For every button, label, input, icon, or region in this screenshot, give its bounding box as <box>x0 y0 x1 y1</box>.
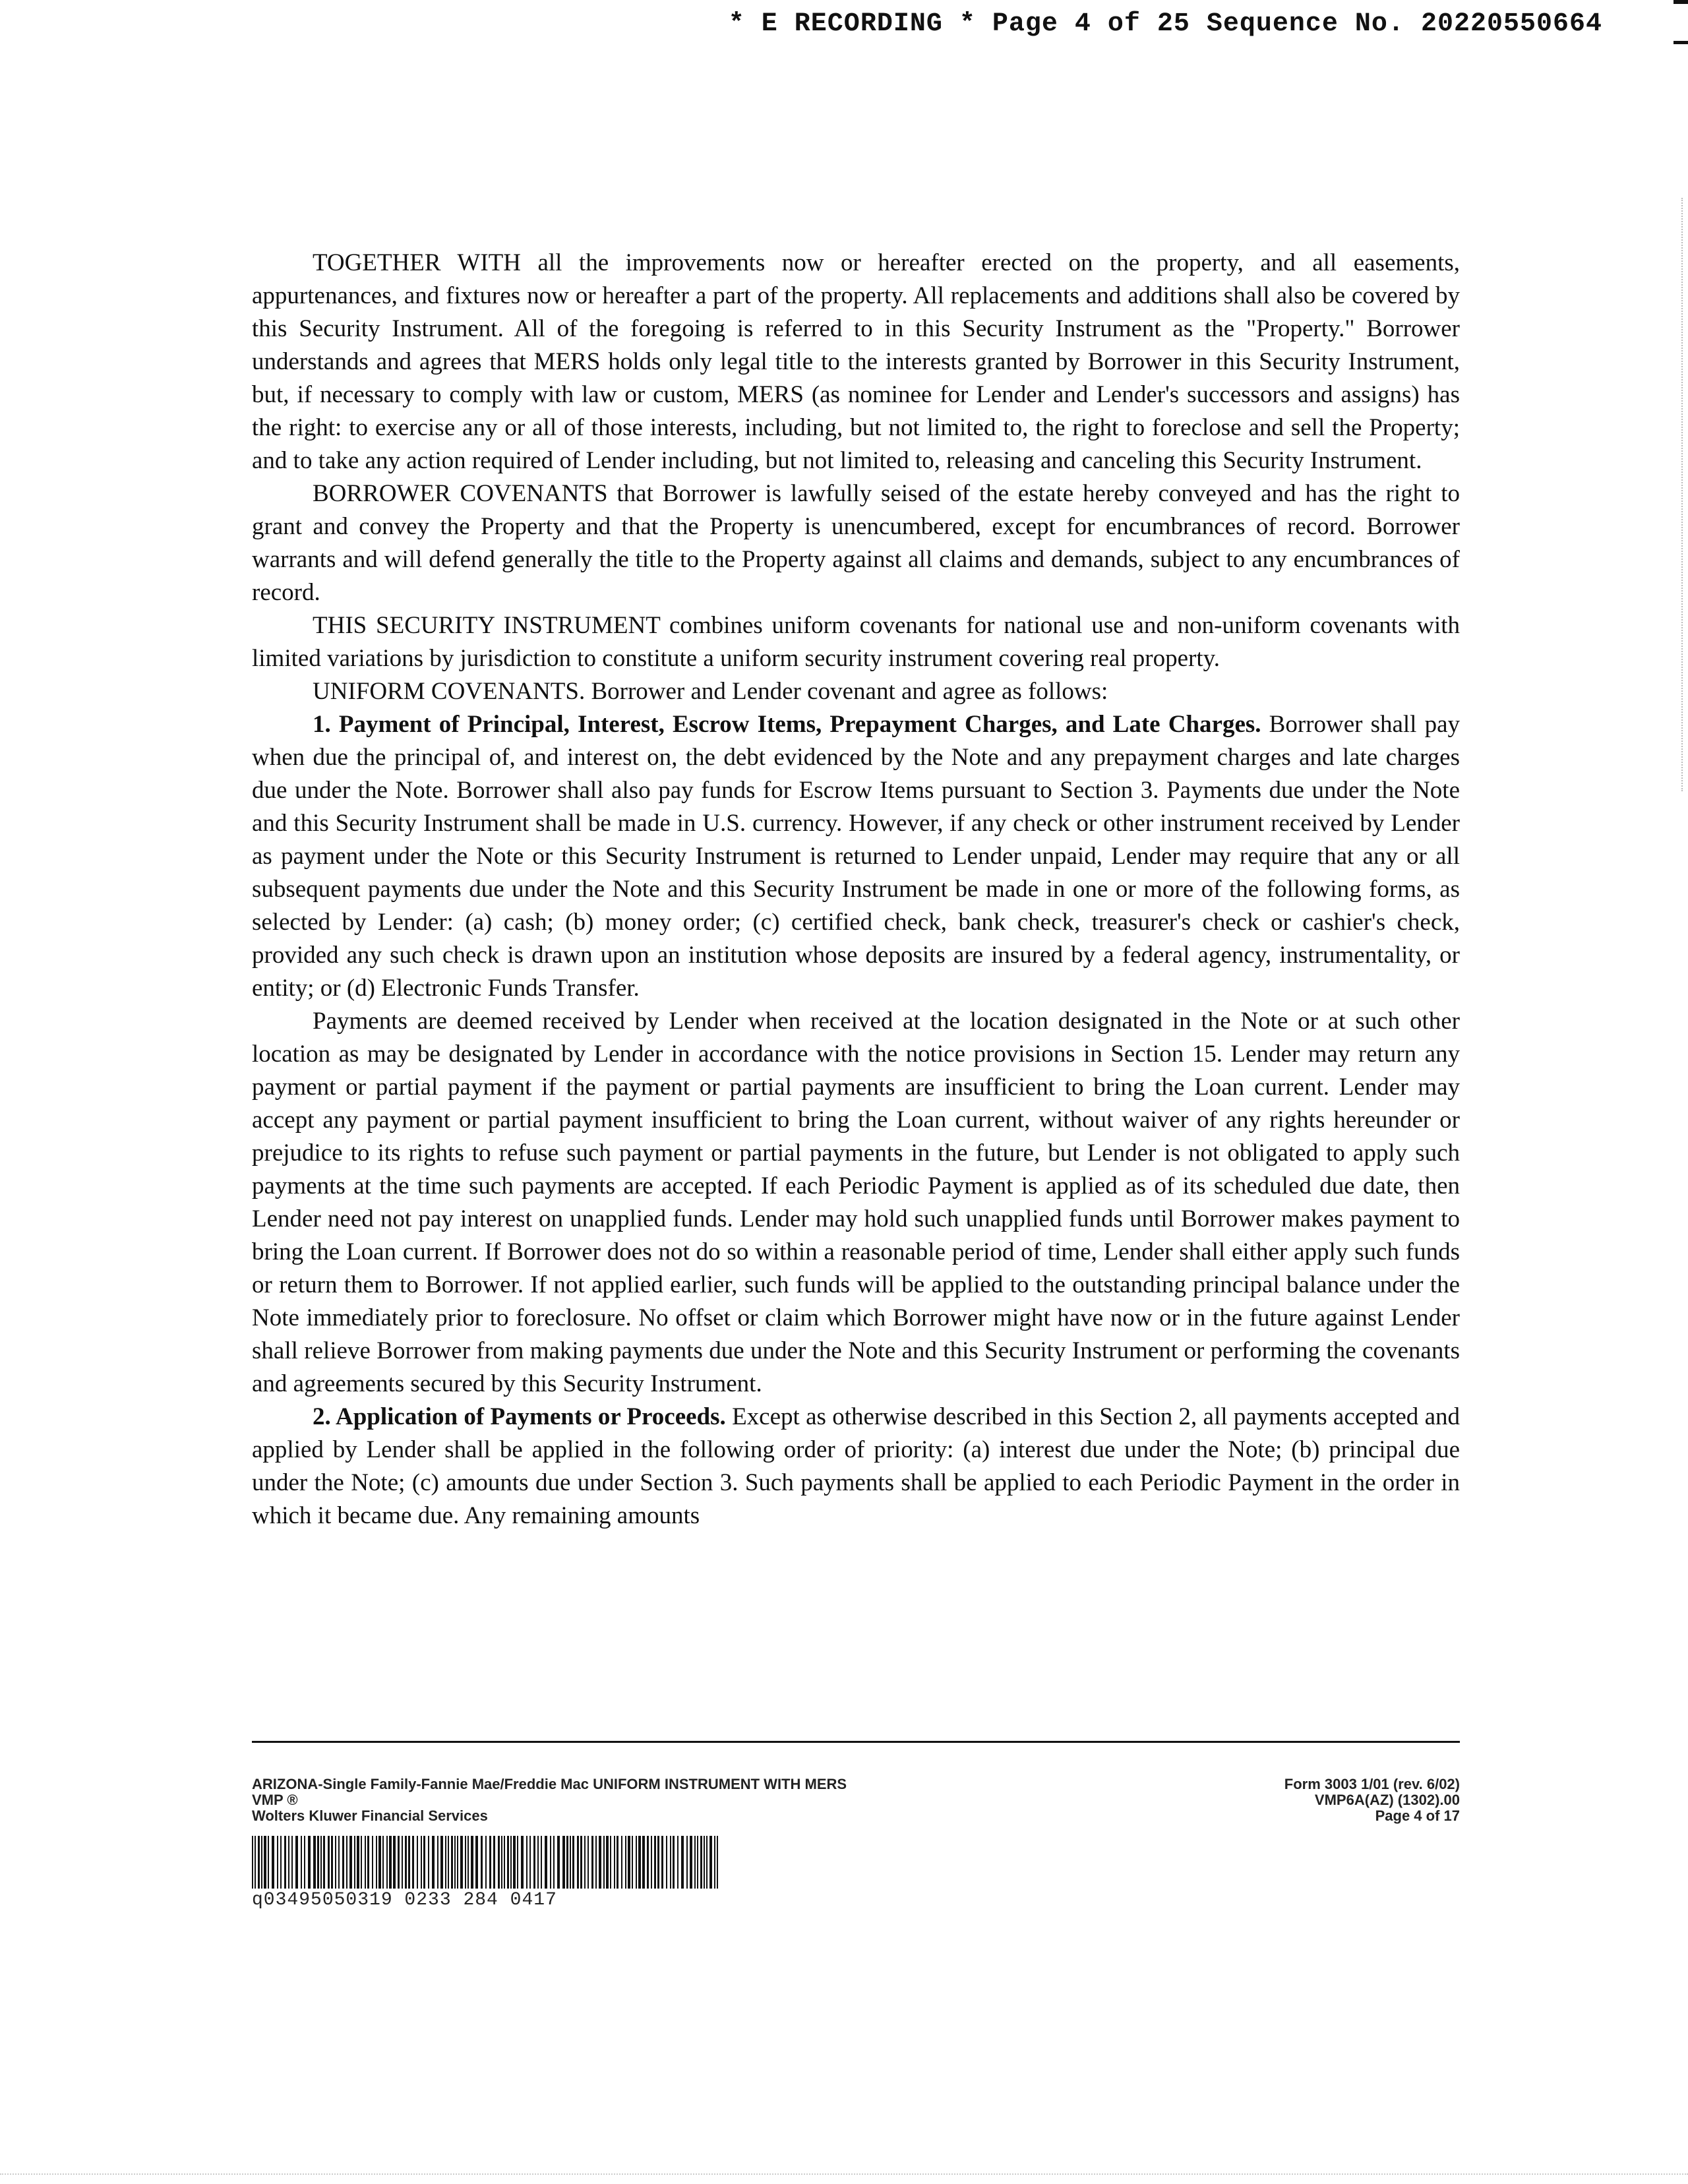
footer-divider <box>252 1741 1460 1743</box>
barcode-bar <box>304 1836 305 1889</box>
barcode-bar <box>428 1836 429 1889</box>
barcode-bar <box>465 1836 466 1889</box>
barcode-bar <box>386 1836 388 1889</box>
barcode-bar <box>489 1836 491 1889</box>
barcode-bar <box>357 1836 359 1889</box>
section-2-application <box>252 1401 1460 1532</box>
page-edge-mark <box>1673 41 1688 44</box>
barcode-bar <box>599 1836 601 1889</box>
barcode-bar <box>481 1836 483 1889</box>
barcode-bar <box>670 1836 671 1889</box>
barcode-bar <box>706 1836 708 1889</box>
barcode-bar <box>440 1836 443 1889</box>
barcode-bar <box>258 1836 260 1889</box>
section-1-heading: 1. Payment of Principal, Interest, Escrow Items, Prepayment Charges, and Late Charges. <box>313 711 1261 738</box>
paragraph-uniform-covenants: UNIFORM COVENANTS. Borrower and Lender covenant and agree as follows: <box>313 678 1108 705</box>
document-body <box>252 247 1460 1532</box>
barcode-bar <box>642 1836 645 1889</box>
barcode-bar <box>498 1836 500 1889</box>
barcode-bar <box>485 1836 487 1889</box>
barcode-bar <box>295 1836 298 1889</box>
paragraph-borrower-covenants: BORROWER COVENANTS that Borrower is lawfully seised of the estate hereby conveyed and has the right to grant and convey the Property and that the Property is unencumbered, except for encumbrances of record. Borrower warrants and will defend generally the title to the Property against all claims and demands, subject to any encumbrances of record. <box>252 480 1460 606</box>
barcode-bar <box>402 1836 403 1889</box>
barcode-bar <box>632 1836 633 1889</box>
barcode-bar <box>342 1836 344 1889</box>
barcode-bar <box>361 1836 362 1889</box>
footer-publisher: Wolters Kluwer Financial Services <box>252 1807 488 1824</box>
barcode-number: q03495050319 0233 284 0417 <box>252 1890 557 1910</box>
footer-form-info <box>1284 1776 1460 1824</box>
barcode-bar <box>331 1836 333 1889</box>
barcode-bar <box>572 1836 574 1889</box>
barcode-bar <box>690 1836 692 1889</box>
barcode-bar <box>280 1836 282 1889</box>
footer-page-number: Page 4 of 17 <box>1375 1807 1460 1824</box>
barcode-bar <box>621 1836 622 1889</box>
section-1-body: Borrower shall pay when due the principal of, and interest on, the debt evidenced by the Note and any prepayment charges and late charges due under the Note. Borrower shall also pay funds for Escrow Items pursuant to Section 3. Payments due under the Note and this Security Instrument shall be made in U.S. currency. However, if any check or other instrument received by Lender as payment under the Note or this Security Instrument is returned to Lender unpaid, Lender may require that any or all subsequent payments due under the Note and this Security Instrument be made in one or more of the following forms, as selected by Lender: (a) cash; (b) money order; (c) certified check, bank check, treasurer's check or cashier's check, provided any such check is drawn upon an institution whose deposits are insured by a federal agency, instrumentality, or entity; or (d) Electronic Funds Transfer. <box>252 711 1461 1002</box>
barcode-bar <box>320 1836 322 1889</box>
barcode-bar <box>252 1836 253 1889</box>
barcode-bar <box>268 1836 269 1889</box>
barcode-bar <box>261 1836 262 1889</box>
barcode-bar <box>372 1836 373 1889</box>
barcode-bar <box>445 1836 446 1889</box>
barcode-bar <box>614 1836 615 1889</box>
barcode-bar <box>580 1836 582 1889</box>
barcode-bar <box>570 1836 571 1889</box>
barcode-bar <box>717 1836 718 1889</box>
barcode-bar <box>317 1836 319 1889</box>
footer-form-number: Form 3003 1/01 (rev. 6/02) <box>1284 1776 1460 1792</box>
barcode-bar <box>657 1836 659 1889</box>
barcode-bar <box>584 1836 586 1889</box>
barcode-bar <box>545 1836 547 1889</box>
barcode-bar <box>457 1836 458 1889</box>
barcode-bar <box>686 1836 688 1889</box>
barcode-bar <box>533 1836 535 1889</box>
barcode-bar <box>625 1836 626 1889</box>
barcode-bar <box>681 1836 684 1889</box>
barcode-bar <box>376 1836 377 1889</box>
barcode-bar <box>277 1836 278 1889</box>
barcode-bar <box>541 1836 542 1889</box>
barcode-bar <box>677 1836 678 1889</box>
scan-bottom-marks <box>0 2171 1688 2175</box>
barcode-bar <box>521 1836 524 1889</box>
barcode-bar <box>617 1836 618 1889</box>
footer-form-description <box>252 1776 847 1824</box>
barcode-bar <box>700 1836 702 1889</box>
barcode-bar <box>638 1836 641 1889</box>
scan-margin-marks <box>1679 198 1683 791</box>
barcode-bar <box>382 1836 384 1889</box>
paragraph-payments-deemed-received: Payments are deemed received by Lender when received at the location designated in the Note or at such other location as may be designated by Lender in accordance with the notice provisions in Section 15. Lender may return any payment or partial payment if the payment or partial payments are insufficient to bring the Loan current. Lender may accept any payment or partial payment insufficient to bring the Loan current, without waiver of any rights hereunder or prejudice to its rights to refuse such payment or partial payments in the future, but Lender is not obligated to apply such payments at the time such payments are accepted. If each Periodic Payment is applied as of its scheduled due date, then Lender need not pay interest on unapplied funds. Lender may hold such unapplied funds until Borrower makes payment to bring the Loan current. If Borrower does not do so within a reasonable period of time, Lender shall either apply such funds or return them to Borrower. If not applied earlier, such funds will be applied to the outstanding principal balance under the Note immediately prior to foreclosure. No offset or claim which Borrower might have now or in the future against Lender shall relieve Borrower from making payments due under the Note and this Security Instrument or performing the covenants and agreements secured by this Security Instrument. <box>252 1008 1460 1397</box>
barcode-bar <box>661 1836 663 1889</box>
barcode-bar <box>513 1836 516 1889</box>
barcode-bar <box>651 1836 652 1889</box>
barcode-bar <box>460 1836 463 1889</box>
barcode-bar <box>335 1836 336 1889</box>
section-2-body: Except as otherwise described in this Section 2, all payments accepted and applied by Lender shall be applied in the following order of priority: (a) interest due under the Note; (b) principal due under the Note; (c) amounts due under Section 3. Such payments shall be applied to each Periodic Payment in the order in which it became due. Any remaining amounts <box>252 1403 1461 1529</box>
footer-instrument-title: ARIZONA-Single Family-Fannie Mae/Freddie Mac UNIFORM INSTRUMENT WITH MERS <box>252 1776 847 1792</box>
barcode-bar <box>432 1836 435 1889</box>
barcode-bar <box>475 1836 478 1889</box>
barcode-bar <box>308 1836 311 1889</box>
barcode-bar <box>704 1836 705 1889</box>
barcode-bar <box>591 1836 593 1889</box>
barcode-bar <box>510 1836 512 1889</box>
barcode-bar <box>378 1836 381 1889</box>
barcode-bar <box>517 1836 518 1889</box>
footer-vmp-mark: VMP ® <box>252 1792 298 1808</box>
barcode-bar <box>550 1836 551 1889</box>
barcode-bar <box>654 1836 656 1889</box>
footer-form-code: VMP6A(AZ) (1302).00 <box>1314 1792 1460 1808</box>
barcode-bar <box>367 1836 369 1889</box>
section-1-payment <box>252 708 1460 1005</box>
barcode-bar <box>313 1836 316 1889</box>
barcode-bar <box>636 1836 637 1889</box>
page-edge-mark <box>1673 0 1688 4</box>
barcode-bar <box>284 1836 286 1889</box>
barcode-bar <box>507 1836 509 1889</box>
barcode-bar <box>666 1836 667 1889</box>
barcode-bar <box>577 1836 579 1889</box>
barcode-bar <box>553 1836 555 1889</box>
barcode-bar <box>537 1836 539 1889</box>
barcode-bar <box>393 1836 396 1889</box>
barcode-image <box>252 1836 723 1889</box>
barcode-bar <box>349 1836 352 1889</box>
barcode-bar <box>610 1836 611 1889</box>
barcode-bar <box>595 1836 597 1889</box>
barcode-bar <box>448 1836 449 1889</box>
barcode-bar <box>288 1836 289 1889</box>
barcode-bar <box>562 1836 565 1889</box>
barcode-bar <box>628 1836 630 1889</box>
barcode-bar <box>421 1836 422 1889</box>
barcode-bar <box>697 1836 698 1889</box>
barcode-bar <box>647 1836 649 1889</box>
barcode-bar <box>417 1836 418 1889</box>
barcode-bar <box>709 1836 712 1889</box>
barcode-bar <box>398 1836 400 1889</box>
barcode-bar <box>338 1836 340 1889</box>
section-2-heading: 2. Application of Payments or Proceeds. <box>313 1403 726 1430</box>
barcode-bar <box>557 1836 560 1889</box>
barcode-bar <box>454 1836 456 1889</box>
barcode-bar <box>588 1836 589 1889</box>
paragraph-security-instrument: THIS SECURITY INSTRUMENT combines uniform covenants for national use and non-uniform covenants with limited variations by jurisdiction to constitute a uniform security instrument covering real property. <box>252 612 1460 672</box>
barcode-bar <box>264 1836 266 1889</box>
barcode-bar <box>412 1836 414 1889</box>
barcode-bar <box>272 1836 274 1889</box>
barcode-bar <box>501 1836 502 1889</box>
barcode-bar <box>291 1836 293 1889</box>
barcode-bar <box>529 1836 531 1889</box>
barcode-bar <box>328 1836 330 1889</box>
barcode-bar <box>566 1836 568 1889</box>
barcode-bar <box>471 1836 473 1889</box>
barcode-bar <box>354 1836 355 1889</box>
barcode-bar <box>451 1836 453 1889</box>
barcode-bar <box>504 1836 505 1889</box>
barcode-bar <box>673 1836 675 1889</box>
recording-header: * E RECORDING * Page 4 of 25 Sequence No. 20220550664 <box>728 9 1602 39</box>
barcode-bar <box>255 1836 256 1889</box>
barcode-bar <box>346 1836 347 1889</box>
paragraph-together-with: TOGETHER WITH all the improvements now or hereafter erected on the property, and all easements, appurtenances, and fixtures now or hereafter a part of the property. All replacements and additions shall also be covered by this Security Instrument. All of the foregoing is referred to in this Security Instrument as the "Property." Borrower understands and agrees that MERS holds only legal title to the interests granted by Borrower in this Security Instrument, but, if necessary to comply with law or custom, MERS (as nominee for Lender and Lender's successors and assigns) has the right: to exercise any or all of those interests, including, but not limited to, the right to foreclose and sell the Property; and to take any action required of Lender including, but not limited to, releasing and canceling this Security Instrument. <box>252 249 1460 474</box>
barcode-bar <box>437 1836 438 1889</box>
barcode-bar <box>365 1836 366 1889</box>
barcode-bar <box>603 1836 605 1889</box>
barcode-bar <box>714 1836 715 1889</box>
barcode-bar <box>408 1836 410 1889</box>
barcode-bar <box>389 1836 392 1889</box>
barcode-bar <box>493 1836 495 1889</box>
barcode-bar <box>301 1836 302 1889</box>
barcode-bar <box>405 1836 407 1889</box>
barcode-bar <box>694 1836 696 1889</box>
barcode-bar <box>467 1836 469 1889</box>
barcode-bar <box>526 1836 528 1889</box>
barcode-bar <box>423 1836 425 1889</box>
barcode-bar <box>323 1836 325 1889</box>
barcode-bar <box>606 1836 609 1889</box>
